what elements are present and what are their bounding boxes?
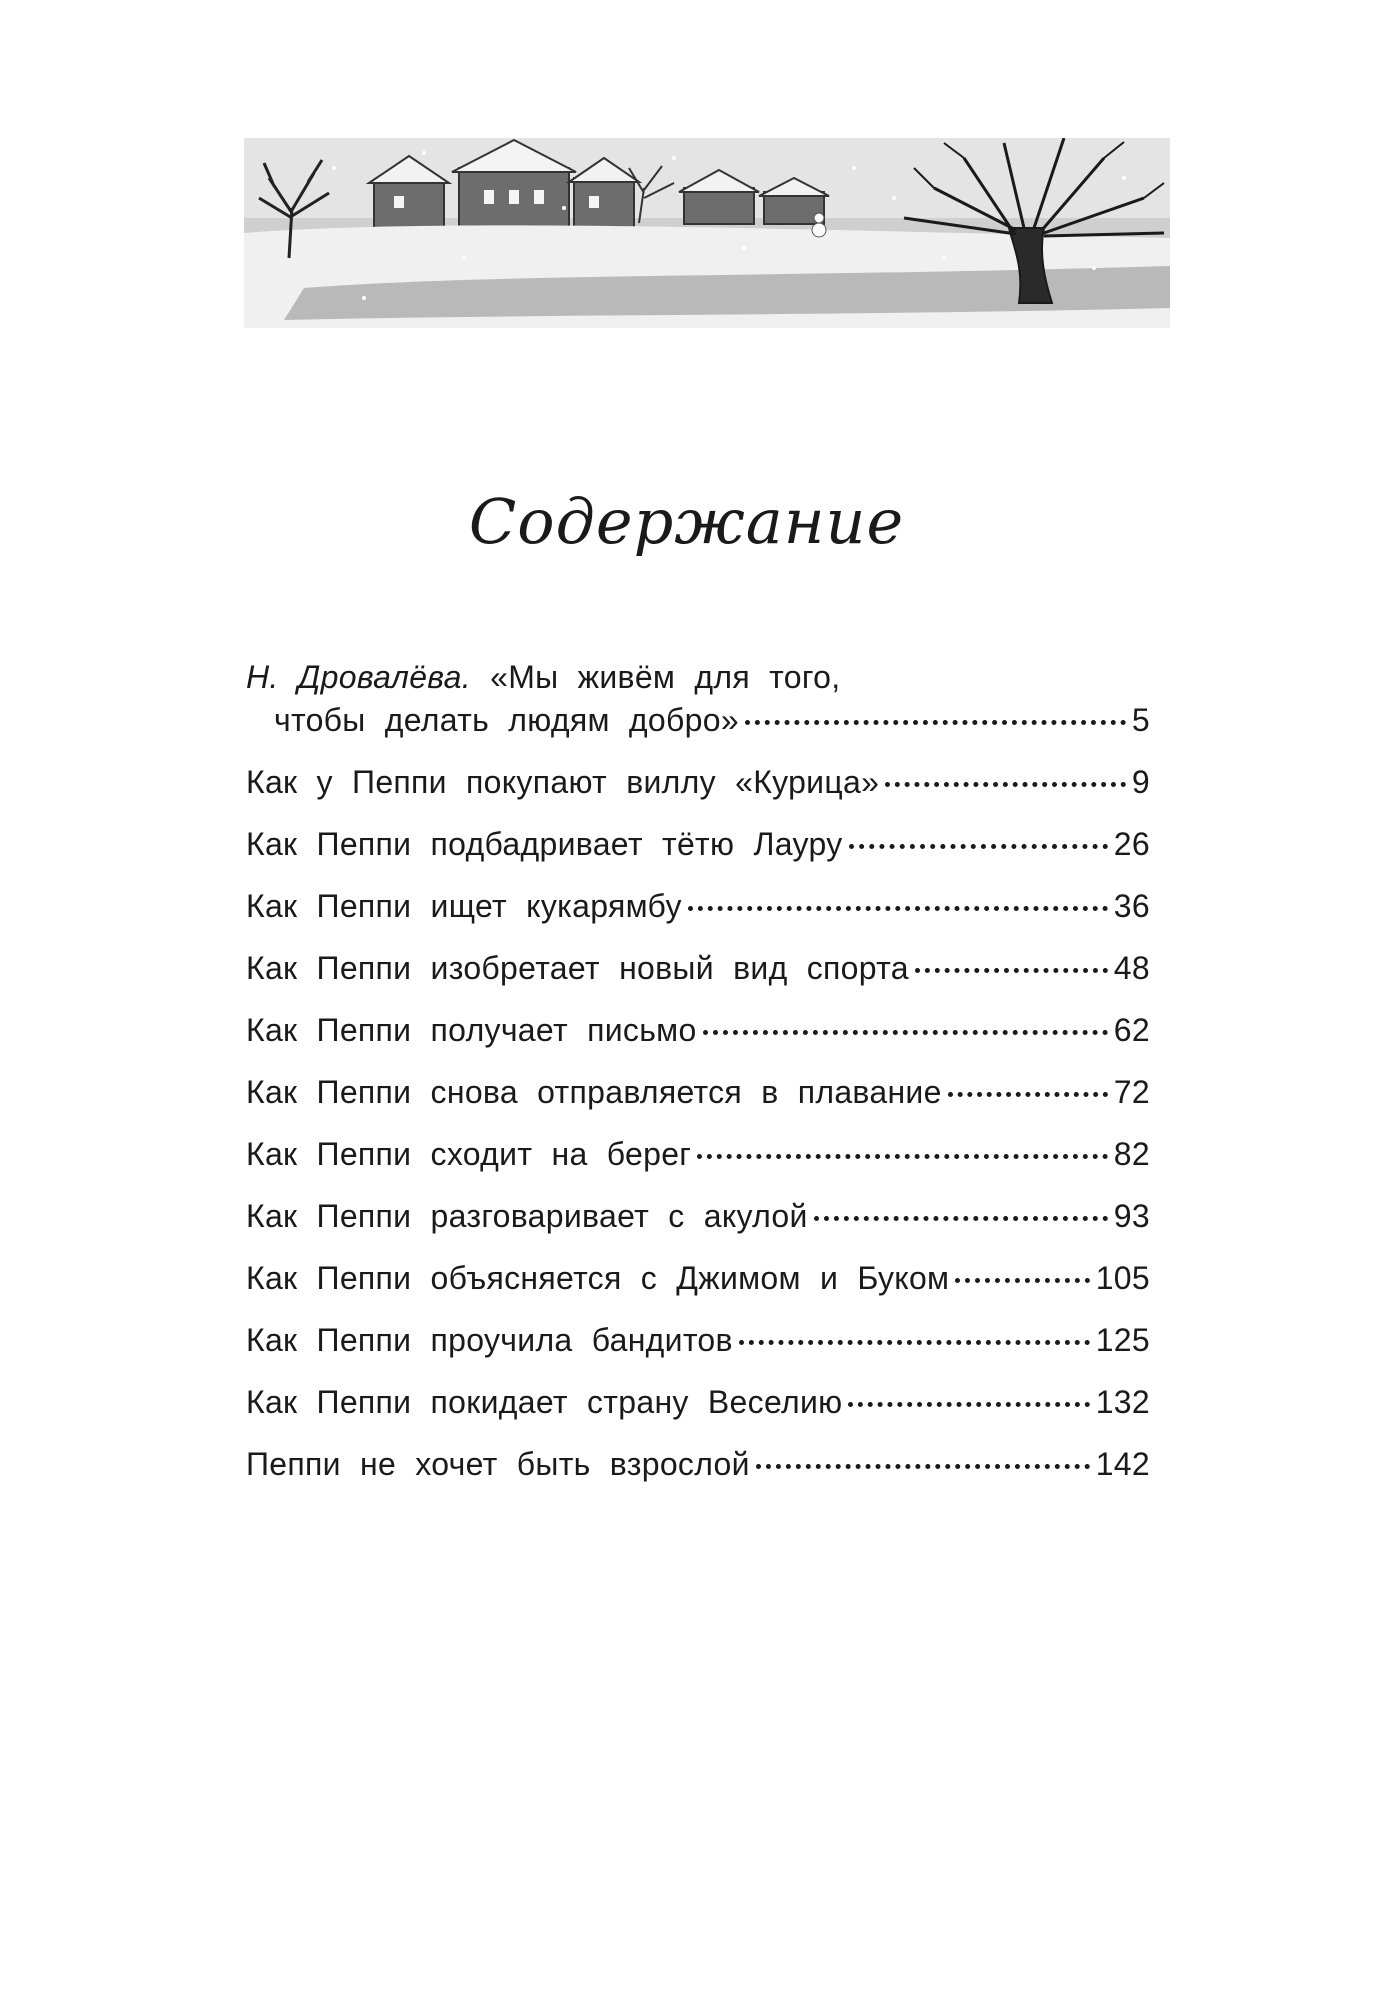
toc-entry-page: 132 — [1095, 1384, 1150, 1420]
toc-entry — [246, 826, 1150, 888]
dot-leader — [948, 1092, 1108, 1097]
toc-entry-title: Как Пеппи подбадривает тётю Лауру — [246, 826, 843, 862]
dot-leader — [688, 906, 1108, 911]
header-illustration — [244, 138, 1170, 328]
toc-entry — [246, 1260, 1150, 1322]
toc-entry-page: 36 — [1113, 888, 1150, 924]
toc-entry-title: Пеппи не хочет быть взрослой — [246, 1446, 750, 1482]
intro-second-line — [246, 702, 1150, 764]
dot-leader — [703, 1030, 1108, 1035]
toc-entry-title: Как Пеппи получает письмо — [246, 1012, 697, 1048]
dot-leader — [848, 1402, 1089, 1407]
dot-leader — [915, 968, 1108, 973]
dot-leader — [885, 782, 1126, 787]
toc-entry — [246, 764, 1150, 826]
intro-page-number: 5 — [1131, 702, 1150, 738]
toc-entry-title: Как Пеппи проучила бандитов — [246, 1322, 733, 1358]
toc-entry-title: Как Пеппи объясняется с Джимом и Буком — [246, 1260, 950, 1296]
toc-entry-page: 72 — [1113, 1074, 1150, 1110]
dot-leader — [745, 720, 1126, 725]
toc-entry-page: 48 — [1113, 950, 1150, 986]
toc-entry-page: 93 — [1113, 1198, 1150, 1234]
dot-leader — [814, 1216, 1108, 1221]
winter-village-icon — [244, 138, 1170, 328]
toc-entry — [246, 1446, 1150, 1508]
toc-entry-title: Как Пеппи сходит на берег — [246, 1136, 692, 1172]
toc-entry — [246, 950, 1150, 1012]
toc-entry-title: Как Пеппи снова отправляется в плавание — [246, 1074, 942, 1110]
table-of-contents — [246, 652, 1150, 1508]
dot-leader — [849, 844, 1108, 849]
toc-entry — [246, 1136, 1150, 1198]
dot-leader — [756, 1464, 1090, 1469]
intro-first-line — [246, 652, 1150, 702]
page-title: Содержание — [468, 485, 905, 558]
toc-entry-page: 105 — [1095, 1260, 1150, 1296]
toc-entry-page: 62 — [1113, 1012, 1150, 1048]
toc-entry — [246, 1012, 1150, 1074]
toc-entry — [246, 1322, 1150, 1384]
intro-author: Н. Дровалёва. — [246, 659, 471, 695]
toc-entry-page: 142 — [1095, 1446, 1150, 1482]
dot-leader — [697, 1154, 1108, 1159]
toc-entry-title: Как Пеппи изобретает новый вид спорта — [246, 950, 909, 986]
toc-entry — [246, 1198, 1150, 1260]
toc-entry — [246, 1384, 1150, 1446]
dot-leader — [955, 1278, 1089, 1283]
intro-title-line1: «Мы живём для того, — [490, 659, 841, 695]
toc-entry-page: 9 — [1131, 764, 1150, 800]
toc-entry-page: 82 — [1113, 1136, 1150, 1172]
toc-entry-title: Как Пеппи ищет кукарямбу — [246, 888, 682, 924]
toc-entry — [246, 888, 1150, 950]
intro-title-line2: чтобы делать людям добро» — [274, 702, 739, 738]
toc-entry-title: Как у Пеппи покупают виллу «Курица» — [246, 764, 880, 800]
toc-entry-page: 125 — [1095, 1322, 1150, 1358]
dot-leader — [739, 1340, 1090, 1345]
toc-entry-page: 26 — [1113, 826, 1150, 862]
toc-entry-intro — [246, 652, 1150, 764]
toc-entry — [246, 1074, 1150, 1136]
toc-entry-title: Как Пеппи разговаривает с акулой — [246, 1198, 808, 1234]
toc-entry-title: Как Пеппи покидает страну Веселию — [246, 1384, 843, 1420]
